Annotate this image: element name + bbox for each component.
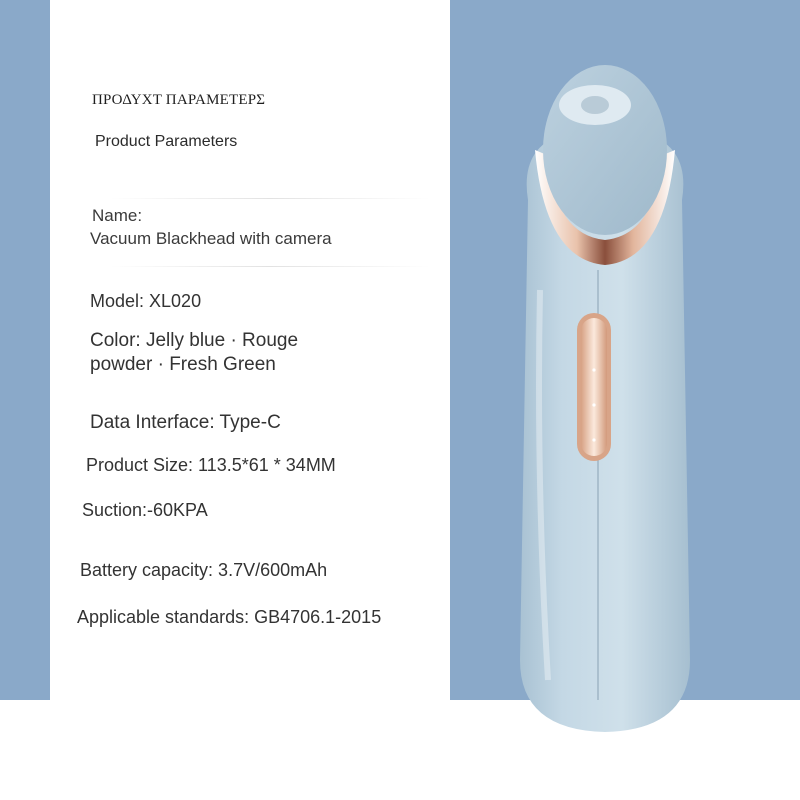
name-label: Name: xyxy=(92,206,143,225)
standards-text: Applicable standards: GB4706.1-2015 xyxy=(77,607,382,627)
product-size-text: Product Size: 113.5*61 * 34MM xyxy=(86,455,336,475)
greek-title: ΠΡΟΔΥΧΤ ΠΑΡΑΜΕΤΕΡΣ xyxy=(92,92,266,108)
battery-text: Battery capacity: 3.7V/600mAh xyxy=(80,560,328,580)
color-text-line1: Color: Jelly blue · Rouge xyxy=(90,330,299,351)
color-text-line2: powder · Fresh Green xyxy=(90,354,276,375)
divider xyxy=(110,198,430,199)
data-interface-text: Data Interface: Type-C xyxy=(90,412,281,433)
divider xyxy=(110,266,430,267)
parameter-card xyxy=(50,0,450,800)
blackhead-vacuum-device-icon xyxy=(500,60,710,740)
suction-text: Suction:-60KPA xyxy=(82,500,208,520)
model-text: Model: XL020 xyxy=(90,291,202,311)
page-title: Product Parameters xyxy=(95,133,238,150)
name-value: Vacuum Blackhead with camera xyxy=(90,229,332,248)
